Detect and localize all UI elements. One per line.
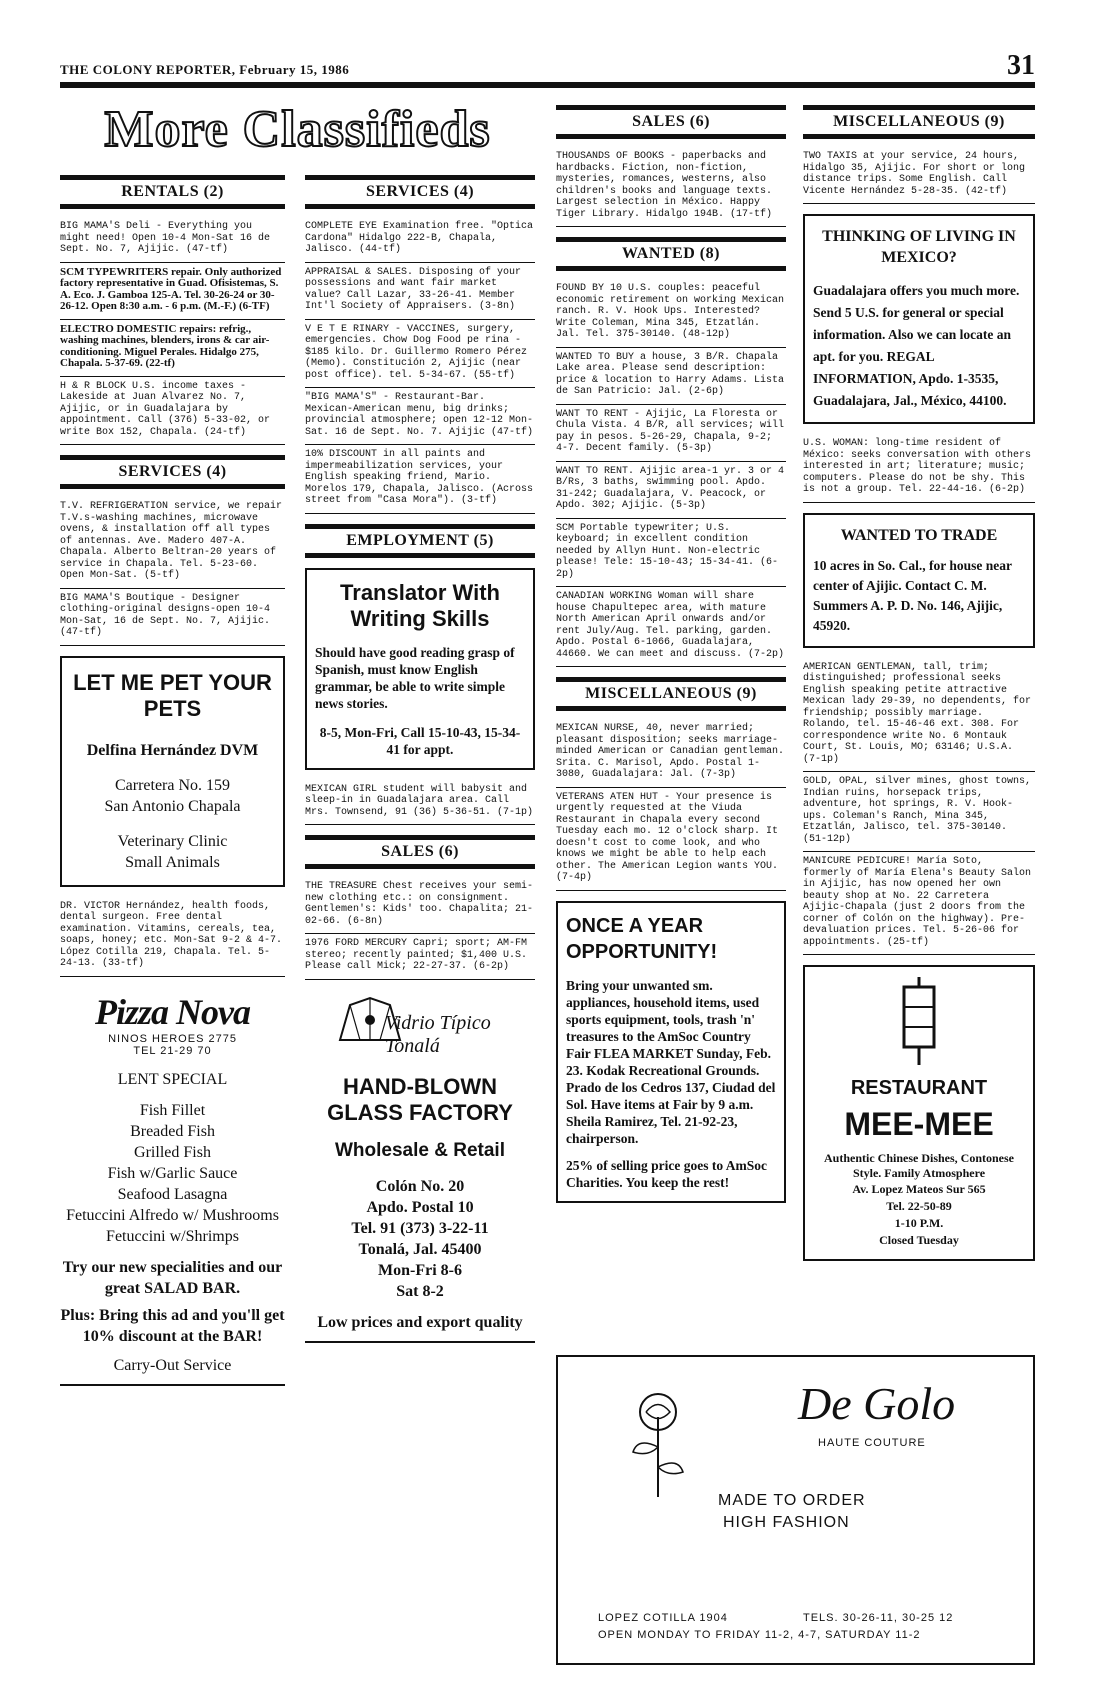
restaurant-line: 1-10 P.M. — [894, 1216, 944, 1230]
classified-ad: SCM TYPEWRITERS repair. Only authorized factory representative in Guad. Ofisistemas, S. A. Eco. J. Gamboa 125-A. Tel. 30-26-24 or 30-26-12. Open 8:30 a.m. - 6 p.m. (M.-F.) (6-TF) — [60, 263, 285, 320]
classified-ad: MEXICAN GIRL student will babysit and sleep-in in Guadalajara area. Call Mrs. Townsend, 91 (36) 5-36-51. (7-1p) — [305, 780, 535, 826]
vet-address: Carretera No. 159 — [114, 776, 231, 794]
lantern-icon — [889, 977, 949, 1067]
vet-line: Small Animals — [125, 853, 220, 871]
pets-headline: LET ME PET YOUR PETS — [73, 669, 272, 721]
classified-ad: 10% DISCOUNT in all paints and impermeabilization services, your English speaking friend, Mario. Morelos 179, Chapala, Jalisco. (Across street from "Casa Mora"). (3-tf) — [305, 445, 535, 514]
restaurant-line: Tel. 22-50-89 — [886, 1199, 952, 1213]
pizza-promo: Try our new specialities and our great SALAD BAR. — [62, 1258, 283, 1297]
flea-market-ad — [556, 901, 786, 1203]
classified-ad: V E T E RINARY - VACCINES, surgery, emergencies. Chow Dog Food pe rina - $185 kilo. Dr. Guillermo Romero Pérez (Memo). Constitución 2, Ajijic (near post office). tel. 5-34-67. (55-tf) — [305, 320, 535, 389]
pizza-promo: Plus: Bring this ad and you'll get 10% discount at the BAR! — [60, 1306, 285, 1345]
vet-line: Veterinary Clinic — [117, 832, 228, 850]
restaurant-line: Closed Tuesday — [879, 1233, 959, 1247]
glass-sub: Wholesale & Retail — [335, 1139, 505, 1161]
misc-heading: MISCELLANEOUS (9) — [803, 105, 1035, 139]
classified-ad: THOUSANDS OF BOOKS - paperbacks and hardbacks. Fiction, non-fiction, mysteries, romances, westerns, also children's books and language texts. Largest selection in México. Happy Tiger Library. Hidalgo 194B. (17-tf) — [556, 147, 786, 227]
rentals-heading: RENTALS (2) — [60, 175, 285, 209]
trade-body: 10 acres in So. Cal., for house near center of Ajijic. Contact C. M. Summers A. P. D. No. 146, Ajijic, 45920. — [813, 557, 1012, 633]
page-number: 31 — [1007, 50, 1035, 81]
glass-logo: Vidrio Típico Tonalá — [385, 1011, 491, 1057]
services-heading: SERVICES (4) — [60, 455, 285, 489]
column-4 — [803, 95, 1035, 1271]
flea-headline: ONCE A YEAR OPPORTUNITY! — [566, 914, 718, 963]
menu-item: Breaded Fish — [130, 1122, 215, 1140]
glass-line: Sat 8-2 — [396, 1282, 444, 1300]
thinking-headline: THINKING OF LIVING IN MEXICO? — [822, 228, 1016, 266]
employment-heading: EMPLOYMENT (5) — [305, 524, 535, 558]
classified-ad: ELECTRO DOMESTIC repairs: refrig., washing machines, blenders, irons & car air-conditioning. Miguel Perales. Hidalgo 275, Chapala. 5-37-69. (22-tf) — [60, 320, 285, 377]
classified-ad: FOUND BY 10 U.S. couples: peaceful economic retirement on working Mexican ranch. R. V. Hook Ups. Interested? Write Coleman, Mina 345, Etzatlán. Jal. Tel. 375-30140. (48-12p) — [556, 279, 786, 348]
restaurant-ad — [803, 965, 1035, 1261]
restaurant-name: MEE-MEE — [844, 1106, 994, 1142]
degolo-hours: OPEN MONDAY TO FRIDAY 11-2, 4-7, SATURDAY 11-2 — [598, 1629, 921, 1641]
flea-body: Bring your unwanted sm. appliances, household items, used sports equipment, tools, trash 'n' treasures to the AmSoc Country Fair FLEA MARKET Sunday, Feb. 23. Kodak Recreational Grounds. Prado de los Cedros 137, Ciudad del Sol. Have items at Fair by 9 a.m. Sheila Ramirez, Tel. 21-92-23, chairperson. — [566, 977, 776, 1146]
glass-line: Tonalá, Jal. 45400 — [358, 1240, 482, 1258]
translator-body: Should have good reading grasp of Spanish, must know English grammar, be able to write simple news stories. — [315, 644, 515, 711]
classified-ad: THE TREASURE Chest receives your semi-new clothing etc.: on consignment. Gentlemen's: Kids' too. Chapalita; 21-02-66. (6-8n) — [305, 877, 535, 934]
glass-line: Colón No. 20 — [375, 1177, 465, 1195]
classified-ad: WANTED TO BUY a house, 3 B/R. Chapala Lake area. Please send description: price & location to Harry Adams. Lista de San Patricio: Jal. (2-6p) — [556, 348, 786, 405]
restaurant-label: RESTAURANT — [850, 1077, 988, 1099]
services-heading: SERVICES (4) — [305, 175, 535, 209]
degolo-tagline: HIGH FASHION — [723, 1514, 850, 1531]
classified-ad: SCM Portable typewriter; U.S. keyboard; in excellent condition needed by Allyn Hunt. Non-electric please! Tele: 15-10-43; 15-34-41. (6-2p) — [556, 519, 786, 588]
classified-ad: CANADIAN WORKING Woman will share house Chapultepec area, with mature North American April onwards and/or rent July/Aug. Tel. parking, garden. Apdo. Postal 6-1066, Guadalajara, 44660. We can meet and discuss. (7-2p) — [556, 587, 786, 667]
column-3 — [556, 95, 786, 1213]
classified-ad: GOLD, OPAL, silver mines, ghost towns, Indian ruins, horsepack trips, adventure, hot springs, R. V. Hook-ups. Coleman's Ranch, Mina 345, Etzatlán, Jalisco, tel. 375-30140. (51-12p) — [803, 772, 1035, 852]
trade-ad — [803, 513, 1035, 648]
rose-icon — [598, 1377, 718, 1507]
classified-ad: WANT TO RENT. Ajijic area-1 yr. 3 or 4 B/Rs, 3 baths, swimming pool. Apdo. 31-242; Guadalajara, V. Peacock, or Apdo. 302; Ajijic. (5-3p) — [556, 462, 786, 519]
classified-ad: H & R BLOCK U.S. income taxes - Lakeside at Juan Alvarez No. 7, Ajijic, or in Guadalajara by appointment. Call (376) 5-33-02, or write Box 152, Chapala. (24-tf) — [60, 377, 285, 446]
vet-address: San Antonio Chapala — [104, 797, 241, 815]
classified-ad: WANT TO RENT - Ajijic, La Floresta or Chula Vista. 4 B/R, all services; will pay in pesos. 5-26-29, Chapala, 9-2; 4-7. Decent family. (5-3p) — [556, 405, 786, 462]
publication-line: THE COLONY REPORTER, February 15, 1986 — [60, 62, 350, 77]
classified-ad: BIG MAMA'S Boutique - Designer clothing-original designs-open 10-4 Mon-Sat, 16 de Sept. No. 7, Ajijic. (47-tf) — [60, 589, 285, 646]
flea-footer: 25% of selling price goes to AmSoc Charities. You keep the rest! — [566, 1157, 767, 1190]
pizza-tel: TEL 21-29 70 — [133, 1044, 212, 1057]
restaurant-line: Av. Lopez Mateos Sur 565 — [852, 1182, 986, 1196]
glass-line: Apdo. Postal 10 — [366, 1198, 474, 1216]
degolo-logo: De Golo — [798, 1378, 956, 1429]
degolo-sub: HAUTE COUTURE — [818, 1437, 926, 1449]
sales-heading: SALES (6) — [305, 835, 535, 869]
vet-name: Delfina Hernández DVM — [86, 741, 259, 759]
classified-ad: TWO TAXIS at your service, 24 hours, Hidalgo 35, Ajijic. For short or long distance trips. Some English. Call Vicente Hernández 5-28-35. (42-tf) — [803, 147, 1035, 204]
menu-item: Grilled Fish — [134, 1143, 211, 1161]
menu-item: Seafood Lasagna — [117, 1185, 228, 1203]
degolo-phones: TELS. 30-26-11, 30-25 12 — [803, 1612, 954, 1624]
classified-ad: AMERICAN GENTLEMAN, tall, trim; distinguished; professional seeks English speaking petite attractive Mexican lady 29-39, no dependents, for friendship; possibly marriage. Rolando, tel. 15-46-46 ext. 308. For correspondence write No. 6 Montauk Court, St. Louis, MO; 63146; U.S.A. (7-1p) — [803, 658, 1035, 773]
classified-ad: APPRAISAL & SALES. Disposing of your possessions and want fair market value? Call Lazar, 33-26-41. Member Int'l Society of Appraisers. (3-8n) — [305, 263, 535, 320]
menu-item: Fetuccini Alfredo w/ Mushrooms — [66, 1206, 279, 1224]
column-2 — [305, 165, 535, 1343]
degolo-address: LOPEZ COTILLA 1904 — [598, 1612, 728, 1624]
classified-ad: BIG MAMA'S Deli - Everything you might need! Open 10-4 Mon-Sat 16 de Sept. No. 7, Ajijic. (47-tf) — [60, 217, 285, 263]
degolo-tagline: MADE TO ORDER — [718, 1492, 866, 1509]
pizza-logo: Pizza Nova — [95, 991, 250, 1032]
menu-item: Fish Fillet — [139, 1101, 206, 1119]
classified-ad: T.V. REFRIGERATION service, we repair T.V.s-washing machines, microwave ovens, & installation off all types of antennas. Ave. Madero 407-A. Chapala. Alberto Beltran-20 years of service in Chapala. Tel. 5-23-60. Open Mon-Sat. (5-tf) — [60, 497, 285, 589]
section-title: More Classifieds — [104, 101, 491, 158]
trade-headline: WANTED TO TRADE — [840, 526, 998, 544]
pets-ad — [60, 656, 285, 887]
thinking-body: Guadalajara offers you much more. Send 5 U.S. for general or special information. Also we can locate an apt. for you. REGAL INFORMATION, Apdo. 1-3535, Guadalajara, Jal., México, 44100. — [813, 283, 1020, 408]
sales-heading: SALES (6) — [556, 105, 786, 139]
classified-ad: 1976 FORD MERCURY Capri; sport; AM-FM stereo; recently painted; $1,400 U.S. Please call Mick; 22-27-37. (6-2p) — [305, 934, 535, 980]
translator-ad — [305, 568, 535, 770]
glass-headline: HAND-BLOWN GLASS FACTORY — [327, 1073, 513, 1125]
classified-ad: VETERANS ATEN HUT - Your presence is urgently requested at the Viuda Restaurant in Chapala every second Tuesday each mo. 12 o'clock sharp. It doesn't cost to come look, and who knows we might be able to help each other. The American Legion wants YOU. (7-4p) — [556, 788, 786, 891]
classified-ad: MEXICAN NURSE, 40, never married; pleasant disposition; seeks marriage-minded American or Canadian gentleman. Srita. C. Marisol, Apdo. Postal 1-3080, Guadalajara: Jal. (7-3p) — [556, 719, 786, 788]
misc-heading: MISCELLANEOUS (9) — [556, 677, 786, 711]
translator-headline: Translator With Writing Skills — [340, 579, 500, 631]
translator-contact: 8-5, Mon-Fri, Call 15-10-43, 15-34-41 for appt. — [319, 724, 521, 757]
lent-special: LENT SPECIAL — [117, 1070, 228, 1088]
column-1 — [60, 165, 285, 1386]
menu-item: Fish w/Garlic Sauce — [107, 1164, 238, 1182]
carry-out: Carry-Out Service — [113, 1356, 232, 1374]
masthead-rule — [60, 82, 1035, 88]
pizza-ad — [60, 991, 285, 1386]
classified-ad: MANICURE PEDICURE! María Soto, formerly of María Elena's Beauty Salon in Ajijic, has now opened her own beauty shop at No. 22 Carretera Ajijic-Chapala (just 2 doors from the corner of Colón on the highway). Pre-devaluation prices. Tel. 5-26-06 for appointments. (25-tf) — [803, 852, 1035, 955]
glass-line: Mon-Fri 8-6 — [378, 1261, 462, 1279]
glass-footer: Low prices and export quality — [317, 1313, 523, 1331]
classified-ad: COMPLETE EYE Examination free. "Optica Cardona" Hidalgo 222-B, Chapala, Jalisco. (44-tf) — [305, 217, 535, 263]
pizza-address: NINOS HEROES 2775 — [108, 1032, 237, 1045]
degolo-ad — [556, 1355, 1035, 1665]
masthead — [60, 50, 1035, 90]
classified-ad: DR. VICTOR Hernández, health foods, dental surgeon. Free dental examination. Vitamins, cereals, tea, soaps, honey; etc. Mon-Sat 9-2 & 4-7. López Cotilla 219, Chapala. Tel. 5-24-13. (33-tf) — [60, 897, 285, 977]
restaurant-line: Authentic Chinese Dishes, Contonese Style. Family Atmosphere — [823, 1151, 1014, 1180]
wanted-heading: WANTED (8) — [556, 237, 786, 271]
classified-ad: U.S. WOMAN: long-time resident of México: seeks conversation with others interested in art; literature; music; computers. Please do not be shy. This is not a group. Tel. 22-44-16. (6-2p) — [803, 434, 1035, 503]
thinking-ad — [803, 214, 1035, 424]
glass-ad — [305, 990, 535, 1343]
classified-ad: "BIG MAMA'S" - Restaurant-Bar. Mexican-American menu, big drinks; provincial atmosphere; open 12-12 Mon-Sat. 16 de Sept. No. 7. Ajijic (47-tf) — [305, 388, 535, 445]
menu-item: Fetuccini w/Shrimps — [106, 1227, 239, 1245]
glass-line: Tel. 91 (373) 3-22-11 — [351, 1219, 489, 1237]
